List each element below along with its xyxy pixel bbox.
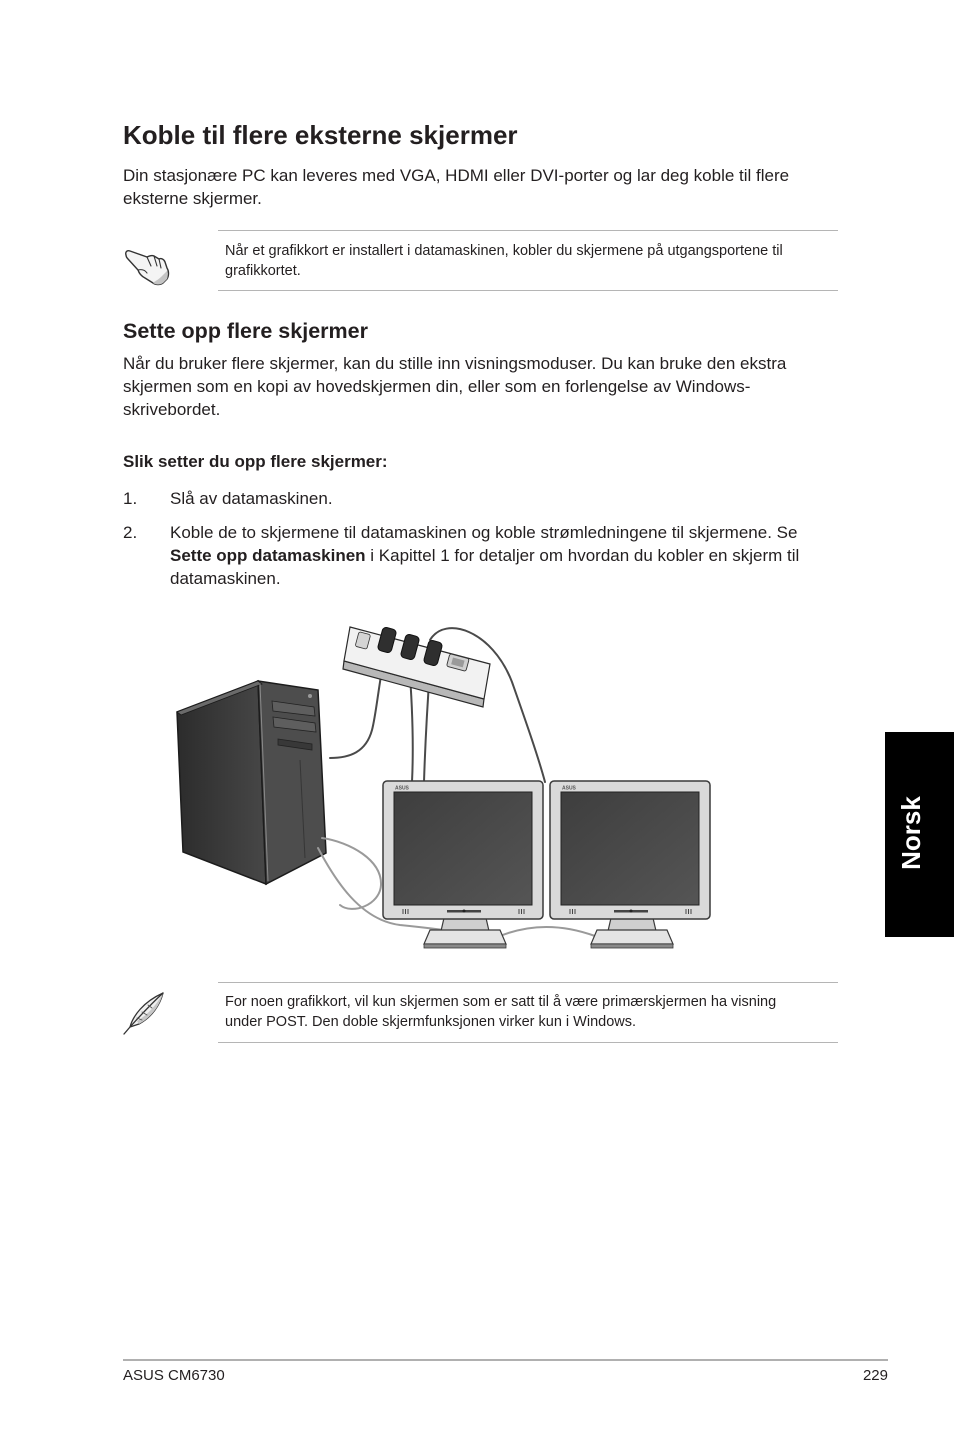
monitor-stand-base-rim <box>424 944 506 948</box>
monitor-stand-neck <box>441 918 489 931</box>
section-heading: Sette opp flere skjermer <box>123 319 368 343</box>
monitor-power-led <box>630 910 633 913</box>
desktop-tower <box>177 681 326 884</box>
monitor-left <box>383 781 543 948</box>
monitor-brand-label: ASUS <box>562 785 576 792</box>
step-number: 2. <box>123 523 138 542</box>
footer-rule <box>123 1359 888 1361</box>
pen-icon <box>121 990 167 1036</box>
step-text: Slå av datamaskinen. <box>170 489 333 508</box>
step-text <box>170 521 838 590</box>
tower-power-button <box>308 694 312 698</box>
step-text-bold-reference: Sette opp datamaskinen <box>170 546 366 565</box>
step-text-after: i Kapittel 1 for detaljer om hvordan du kobler en skjerm til datamaskinen. <box>170 546 800 588</box>
note-post <box>218 982 838 1043</box>
monitor-power-led <box>463 910 466 913</box>
language-tab-label: Norsk <box>896 796 926 870</box>
monitor-brand-label: ASUS <box>395 785 409 792</box>
monitor-stand-base <box>591 930 673 944</box>
monitor-screen <box>561 792 699 905</box>
power-strip <box>343 627 490 707</box>
intro-paragraph: Din stasjonære PC kan leveres med VGA, HDMI eller DVI-porter og lar deg koble til flere eksterne skjermer. <box>123 166 790 208</box>
hand-icon <box>123 243 173 287</box>
monitor-stand-base <box>424 930 506 944</box>
footer-page-number: 229 <box>862 1367 888 1384</box>
power-cable-right-monitor <box>430 628 545 782</box>
monitor-stand-base-rim <box>591 944 673 948</box>
video-cable <box>500 927 595 936</box>
monitor-screen <box>394 792 532 905</box>
footer-product-name: ASUS CM6730 <box>123 1367 225 1384</box>
multi-monitor-illustration <box>170 615 715 955</box>
section-body: Når du bruker flere skjermer, kan du stille inn visningsmoduser. Du kan bruke den ekstra skjermen som en kopi av hovedskjermen din, eller som en forlengelse av Windows-skrivebordet. <box>123 354 787 419</box>
note-text: Når et grafikkort er installert i datamaskinen, kobler du skjermene på utgangsportene til grafikkortet. <box>225 243 783 279</box>
step-text-before: Koble de to skjermene til datamaskinen og koble strømledningene til skjermene. Se <box>170 523 798 542</box>
note-text: For noen grafikkort, vil kun skjermen som er satt til å være primærskjermen ha visning under POST. Den doble skjermfunksjonen virker kun i Windows. <box>225 994 777 1030</box>
page-title: Koble til flere eksterne skjermer <box>123 120 518 150</box>
language-side-tab <box>885 732 954 937</box>
monitor-stand-neck <box>608 918 656 931</box>
step-number: 1. <box>123 489 138 508</box>
monitor-right <box>550 781 710 948</box>
note-graphics-card <box>218 230 838 291</box>
steps-title: Slik setter du opp flere skjermer: <box>123 452 388 471</box>
